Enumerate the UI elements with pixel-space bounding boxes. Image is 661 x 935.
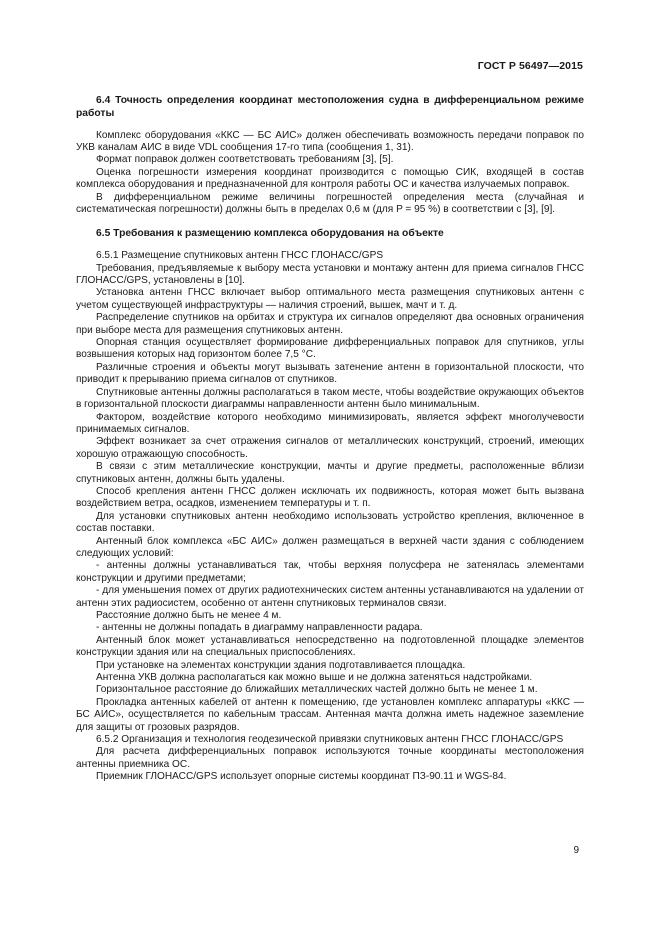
paragraph: Распределение спутников на орбитах и структура их сигналов определяют два основных ограничения при выборе места для размещения спутниковых антенн. xyxy=(76,312,584,336)
paragraph: Расстояние должно быть не менее 4 м. xyxy=(96,610,282,622)
paragraph: Опорная станция осуществляет формирование дифференциальных поправок для спутников, углы возвышения которых над горизонтом более 7,5 °С. xyxy=(76,337,584,361)
section-6-4-title: 6.4 Точность определения координат местоположения судна в дифференциальном режиме работы xyxy=(76,95,584,119)
paragraph: Прокладка антенных кабелей от антенн к помещению, где установлен комплекс аппаратуры «ККС — БС АИС», осуществляется по кабельным трассам. Антенная мачта должна иметь надежное заземление для защиты от грозовых разрядов. xyxy=(76,696,584,733)
list-item: - антенны не должны попадать в диаграмму направленности радара. xyxy=(96,622,423,634)
paragraph: Установка антенн ГНСС включает выбор оптимального места размещения спутниковых антенн с учетом существующей инфраструктуры — наличия строений, вышек, мачт и т. д. xyxy=(76,287,584,311)
paragraph: Различные строения и объекты могут вызывать затенение антенн в горизонтальной плоскости, что приводит к прерыванию приема сигналов от спутников. xyxy=(76,361,584,386)
paragraph: Оценка погрешности измерения координат производится с помощью СИК, входящей в состав комплекса оборудования и предназначенной для контроля работы ОС и качества излучаемых поправок. xyxy=(76,166,584,191)
paragraph: В связи с этим металлические конструкции, мачты и другие предметы, расположенные вблизи спутниковых антенн, должны быть удалены. xyxy=(76,461,584,485)
paragraph: Антенна УКВ должна располагаться как можно выше и не должна затеняться надстройками. xyxy=(96,672,533,684)
page-number: 9 xyxy=(573,845,579,856)
paragraph: Антенный блок комплекса «БС АИС» должен размещаться в верхней части здания с соблюдением следующих условий: xyxy=(76,535,584,559)
subsection-6-5-1-title: 6.5.1 Размещение спутниковых антенн ГНСС ГЛОНАСС/GPS xyxy=(96,250,384,262)
list-item: - антенны должны устанавливаться так, чтобы верхняя полусфера не затенялась элементами конструкции и другими предметами; xyxy=(76,560,584,584)
paragraph: Фактором, воздействие которого необходимо минимизировать, является эффект многолучевости принимаемых сигналов. xyxy=(76,411,584,435)
paragraph: Горизонтальное расстояние до ближайших металлических частей должно быть не менее 1 м. xyxy=(96,684,538,696)
document-body xyxy=(76,95,584,784)
paragraph: Требования, предъявляемые к выбору места установки и монтажу антенн для приема сигналов ГНСС ГЛОНАСС/GPS, установлены в [10]. xyxy=(76,262,584,287)
paragraph: Формат поправок должен соответствовать требованиям [3], [5]. xyxy=(96,154,394,166)
paragraph: При установке на элементах конструкции здания подготавливается площадка. xyxy=(96,659,466,671)
paragraph: Комплекс оборудования «ККС — БС АИС» должен обеспечивать возможность передачи поправок по УКВ каналам АИС в виде VDL сообщения 17-го типа (сообщения 1, 31). xyxy=(76,129,584,153)
paragraph: Спутниковые антенны должны располагаться в таком месте, чтобы воздействие окружающих объектов в горизонтальной плоскости диаграммы направленности антенн было минимальным. xyxy=(76,386,584,411)
subsection-6-5-2-title: 6.5.2 Организация и технология геодезической привязки спутниковых антенн ГНСС ГЛОНАСС/GPS xyxy=(96,734,564,746)
paragraph: В дифференциальном режиме величины погрешностей определения места (случайная и систематическая погрешности) должны быть в пределах 0,6 м (для P = 95 %) в соответствии с [3], [9]. xyxy=(76,191,584,216)
document-header: ГОСТ Р 56497—2015 xyxy=(477,60,583,72)
list-item: - для уменьшения помех от других радиотехнических систем антенны устанавливаются на удалении от антенн этих радиосистем, особенно от антенн спутниковых терминалов связи. xyxy=(76,585,584,609)
paragraph: Способ крепления антенн ГНСС должен исключать их подвижность, которая может быть вызвана воздействием ветра, осадков, изменением температуры и т. п. xyxy=(76,485,584,510)
paragraph: Для установки спутниковых антенн необходимо использовать устройство крепления, включенное в состав поставки. xyxy=(76,510,584,535)
section-6-5-title: 6.5 Требования к размещению комплекса оборудования на объекте xyxy=(96,228,444,240)
paragraph: Антенный блок может устанавливаться непосредственно на подготовленной площадке элементов конструкции здания или на специальных приспособлениях. xyxy=(76,634,584,659)
paragraph: Для расчета дифференциальных поправок используются точные координаты местоположения антенны приемника ОС. xyxy=(76,746,584,770)
paragraph: Приемник ГЛОНАСС/GPS использует опорные системы координат ПЗ-90.11 и WGS-84. xyxy=(96,771,507,783)
paragraph: Эффект возникает за счет отражения сигналов от металлических конструкций, строений, имеющих хорошую отражающую способность. xyxy=(76,436,584,460)
